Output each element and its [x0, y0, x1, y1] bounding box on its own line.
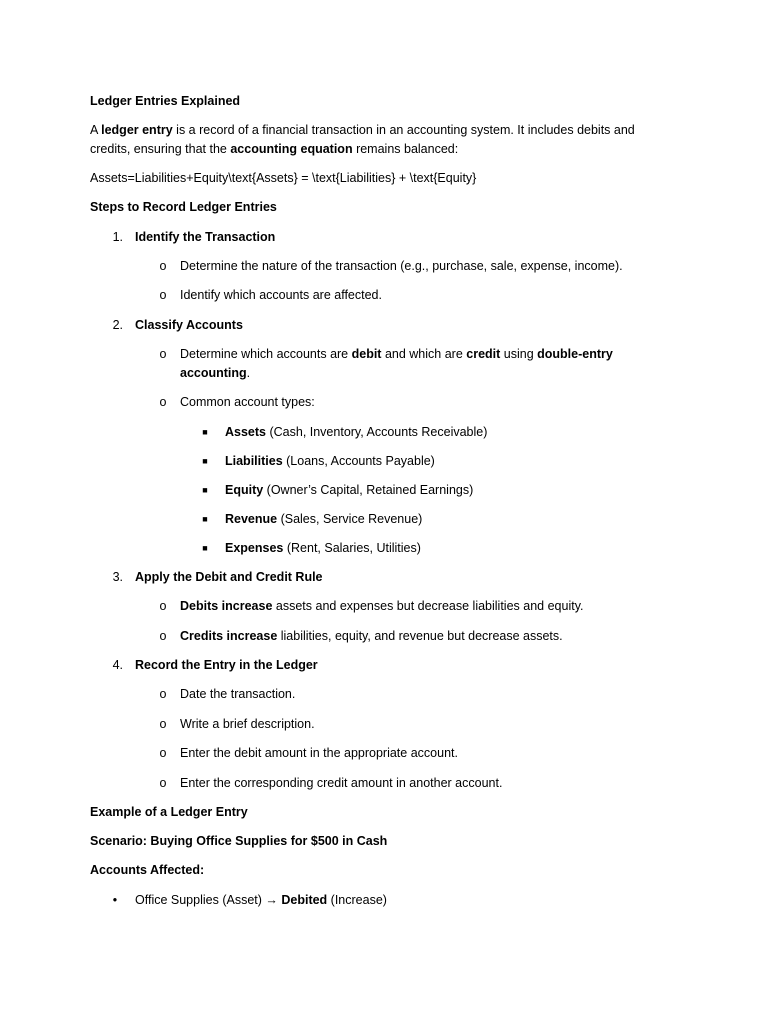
step-title: Classify Accounts	[135, 318, 243, 332]
square-bullet-icon: ■	[202, 514, 208, 524]
accounts-affected-heading: Accounts Affected:	[90, 863, 205, 877]
circle-bullet-icon: o	[159, 347, 167, 361]
circle-bullet-icon: o	[159, 687, 167, 701]
square-bullet-icon: ■	[202, 427, 208, 437]
equation-line: Assets=Liabilities+Equity\text{Assets} = \text{Liabilities} + \text{Equity}	[90, 171, 477, 185]
circle-bullet-icon: o	[159, 629, 167, 643]
step-number: 3.	[112, 570, 123, 584]
circle-bullet-icon: o	[159, 259, 167, 273]
steps-heading: Steps to Record Ledger Entries	[90, 200, 277, 214]
circle-bullet-icon: o	[159, 599, 167, 613]
step-title: Record the Entry in the Ledger	[135, 658, 318, 672]
square-bullet-icon: ■	[202, 485, 208, 495]
document-page: Ledger Entries Explained A ledger entry is a record of a financial transaction in an accounting system. It includes debits and credits, ensuring that the accounting equation remains balanced: Assets=Liabilities+Equity\text{Assets} = \text{Liabilities} + \text{Equity} Steps to Record Ledger Entries 1. Identify the Transaction o Determine the nature of the transaction (e.g., purchase, sale, expense, income). o Identify which accounts are affected. 2. Classify Accounts o Determine which accounts are debit and which are credit using double-entry accounting. o Common account types: ■ Assets (Cash, Inventory, Accounts Receivable) ■ Liabilities (Loans, Accounts Payable) ■ Equity (Owner’s Capital, Retained Earnings) ■ Revenue (Sales, Service Revenue) ■ Expenses (Rent, Salaries, Utilities) 3. Apply the Debit and Credit Rule o Debits increase assets and expenses but decrease liabilities and equity. o Credits increase liabilities, equity, and revenue but decrease assets. 4. Record the Entry in the Ledger o Date the transaction. o Write a brief description. o Enter the debit amount in the appropriate account. o Enter the corresponding credit amount in another account. Example of a Ledger Entry Scenario: Buying Office Supplies for $500 in Cash Accounts Affected: • Office Supplies (Asset) → Debited (Increase)	[90, 94, 635, 907]
circle-bullet-icon: o	[159, 746, 167, 760]
bullet-icon: •	[112, 893, 118, 907]
scenario-heading: Scenario: Buying Office Supplies for $500 in Cash	[90, 834, 388, 848]
step-title: Identify the Transaction	[135, 230, 276, 244]
square-bullet-icon: ■	[202, 543, 208, 553]
circle-bullet-icon: o	[159, 288, 167, 302]
intro-paragraph-line-2: credits, ensuring that the accounting equation remains balanced:	[90, 142, 459, 156]
circle-bullet-icon: o	[159, 395, 167, 409]
example-heading: Example of a Ledger Entry	[90, 805, 248, 819]
step-number: 4.	[112, 658, 123, 672]
document-title: Ledger Entries Explained	[90, 94, 241, 108]
square-bullet-icon: ■	[202, 456, 208, 466]
intro-paragraph-line-1: A ledger entry is a record of a financial transaction in an accounting system. It includes debits and	[90, 123, 635, 137]
step-number: 2.	[112, 318, 123, 332]
step-title: Apply the Debit and Credit Rule	[135, 570, 323, 584]
step-number: 1.	[112, 230, 123, 244]
circle-bullet-icon: o	[159, 717, 167, 731]
circle-bullet-icon: o	[159, 776, 167, 790]
